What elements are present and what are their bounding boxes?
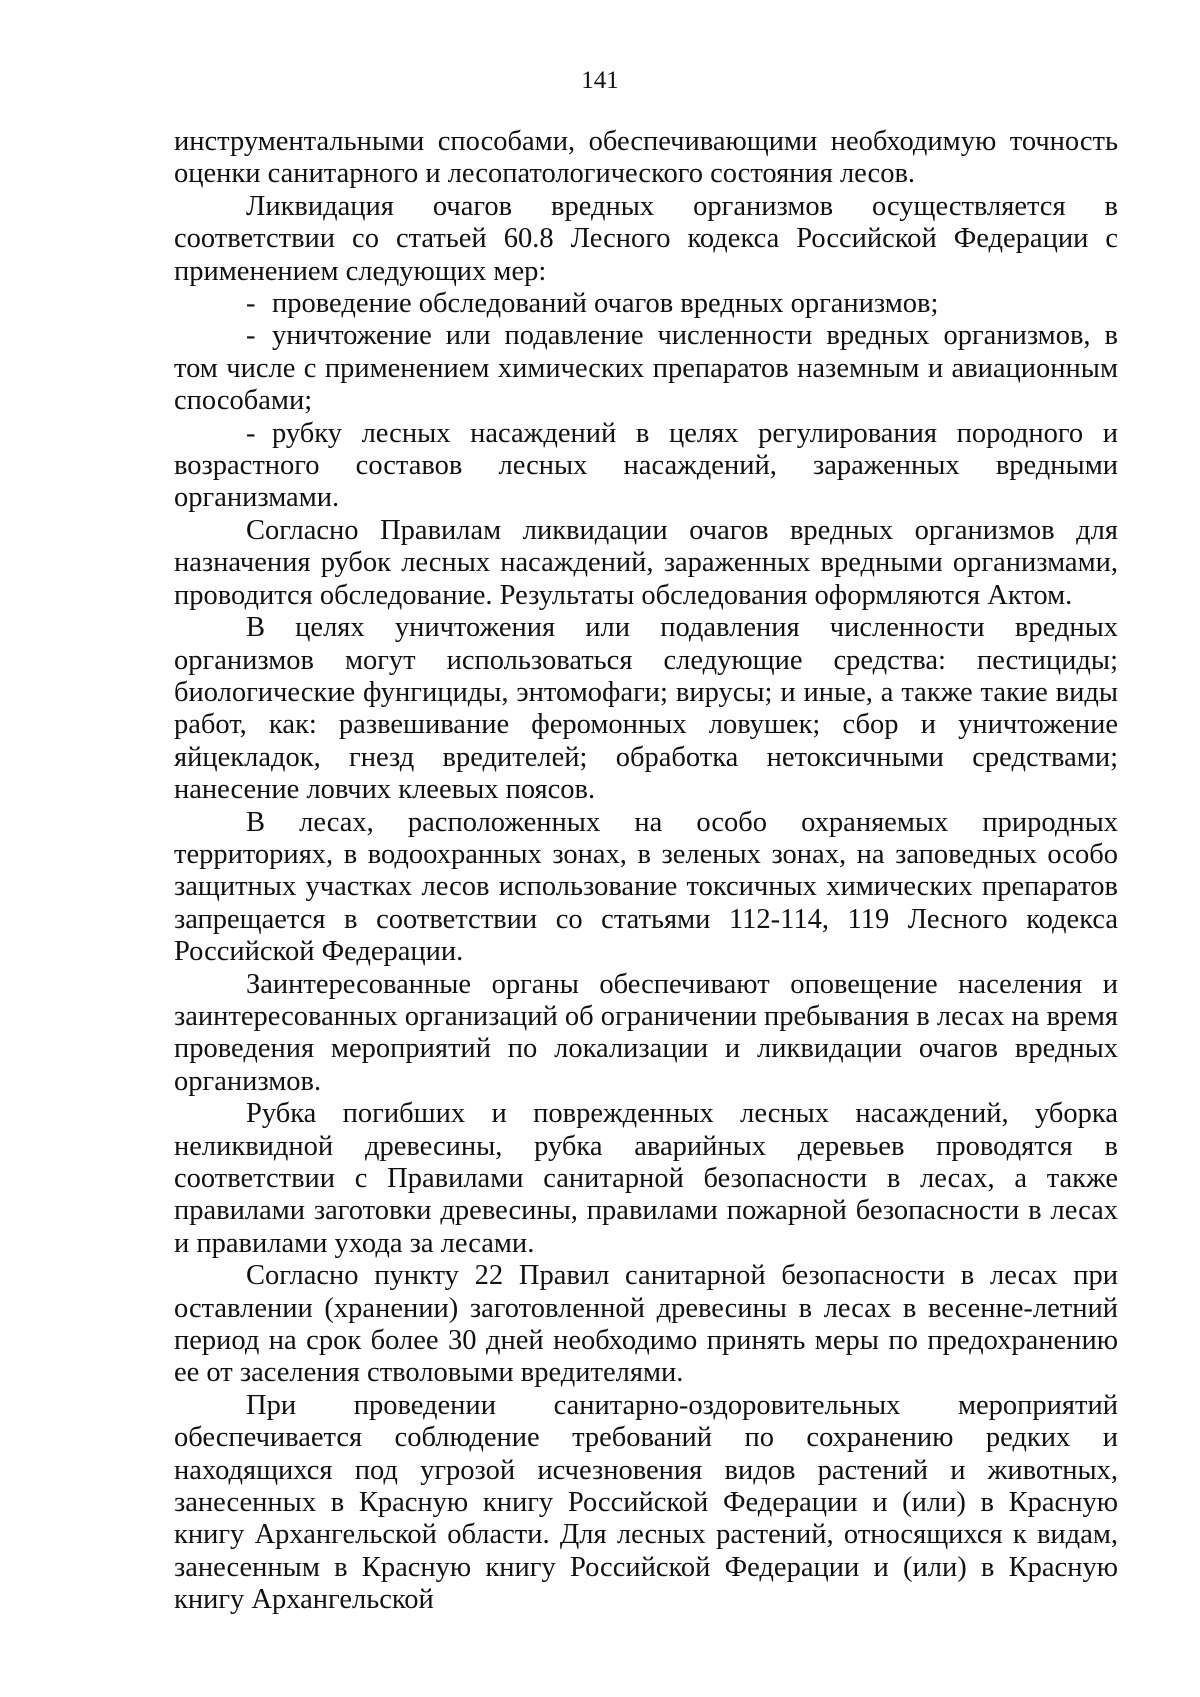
dash-bullet: -	[246, 417, 256, 449]
dash-bullet: -	[246, 320, 256, 352]
paragraph: Согласно Правилам ликвидации очагов вредных организмов для назначения рубок лесных насаждений, зараженных вредными организмами, проводится обследование. Результаты обследования оформляются Актом.	[174, 514, 1118, 611]
paragraph: В целях уничтожения или подавления численности вредных организмов могут использоваться следующие средства: пестициды; биологические фунгициды, энтомофаги; вирусы; и иные, а также такие виды работ, как: развешивание феромонных ловушек; сбор и уничтожение яйцекладок, гнезд вредителей; обработка нетоксичными средствами; нанесение ловчих клеевых поясов.	[174, 612, 1118, 806]
dash-bullet: -	[246, 288, 256, 320]
paragraph: Согласно пункту 22 Правил санитарной безопасности в лесах при оставлении (хранении) заготовленной древесины в лесах в весенне-летний период на срок более 30 дней необходимо принять меры по предохранению ее от заселения стволовыми вредителями.	[174, 1260, 1118, 1389]
paragraph: Ликвидация очагов вредных организмов осуществляется в соответствии со статьей 60.8 Лесного кодекса Российской Федерации с применением следующих мер:	[174, 190, 1118, 287]
paragraph: Заинтересованные органы обеспечивают оповещение населения и заинтересованных организаций об ограничении пребывания в лесах на время проведения мероприятий по локализации и ликвидации очагов вредных организмов.	[174, 968, 1118, 1097]
list-item	[174, 320, 1118, 417]
paragraph: Рубка погибших и поврежденных лесных насаждений, уборка неликвидной древесины, рубка аварийных деревьев проводятся в соответствии с Правилами санитарной безопасности в лесах, а также правилами заготовки древесины, правилами пожарной безопасности в лесах и правилами ухода за лесами.	[174, 1098, 1118, 1259]
list-item	[174, 288, 1118, 320]
list-item-text: рубку лесных насаждений в целях регулирования породного и возрастного составов лесных насаждений, зараженных вредными организмами.	[174, 417, 1118, 514]
list-item-text: уничтожение или подавление численности вредных организмов, в том числе с применением химических препаратов наземным и авиационным способами;	[174, 320, 1118, 417]
paragraph: В лесах, расположенных на особо охраняемых природных территориях, в водоохранных зонах, в зеленых зонах, на заповедных особо защитных участках лесов использование токсичных химических препаратов запрещается в соответствии со статьями 112-114, 119 Лесного кодекса Российской Федерации.	[174, 806, 1118, 968]
list-item	[174, 418, 1118, 515]
paragraph-continuation: инструментальными способами, обеспечивающими необходимую точность оценки санитарного и лесопатологического состояния лесов.	[174, 126, 1118, 190]
document-body	[174, 126, 1118, 1617]
page-number: 141	[581, 67, 619, 94]
paragraph: При проведении санитарно-оздоровительных мероприятий обеспечивается соблюдение требований по сохранению редких и находящихся под угрозой исчезновения видов растений и животных, занесенных в Красную книгу Российской Федерации и (или) в Красную книгу Архангельской области. Для лесных растений, относящихся к видам, занесенным в Красную книгу Российской Федерации и (или) в Красную книгу Архангельской	[174, 1389, 1118, 1616]
list-item-text: проведение обследований очагов вредных организмов;	[272, 288, 939, 320]
